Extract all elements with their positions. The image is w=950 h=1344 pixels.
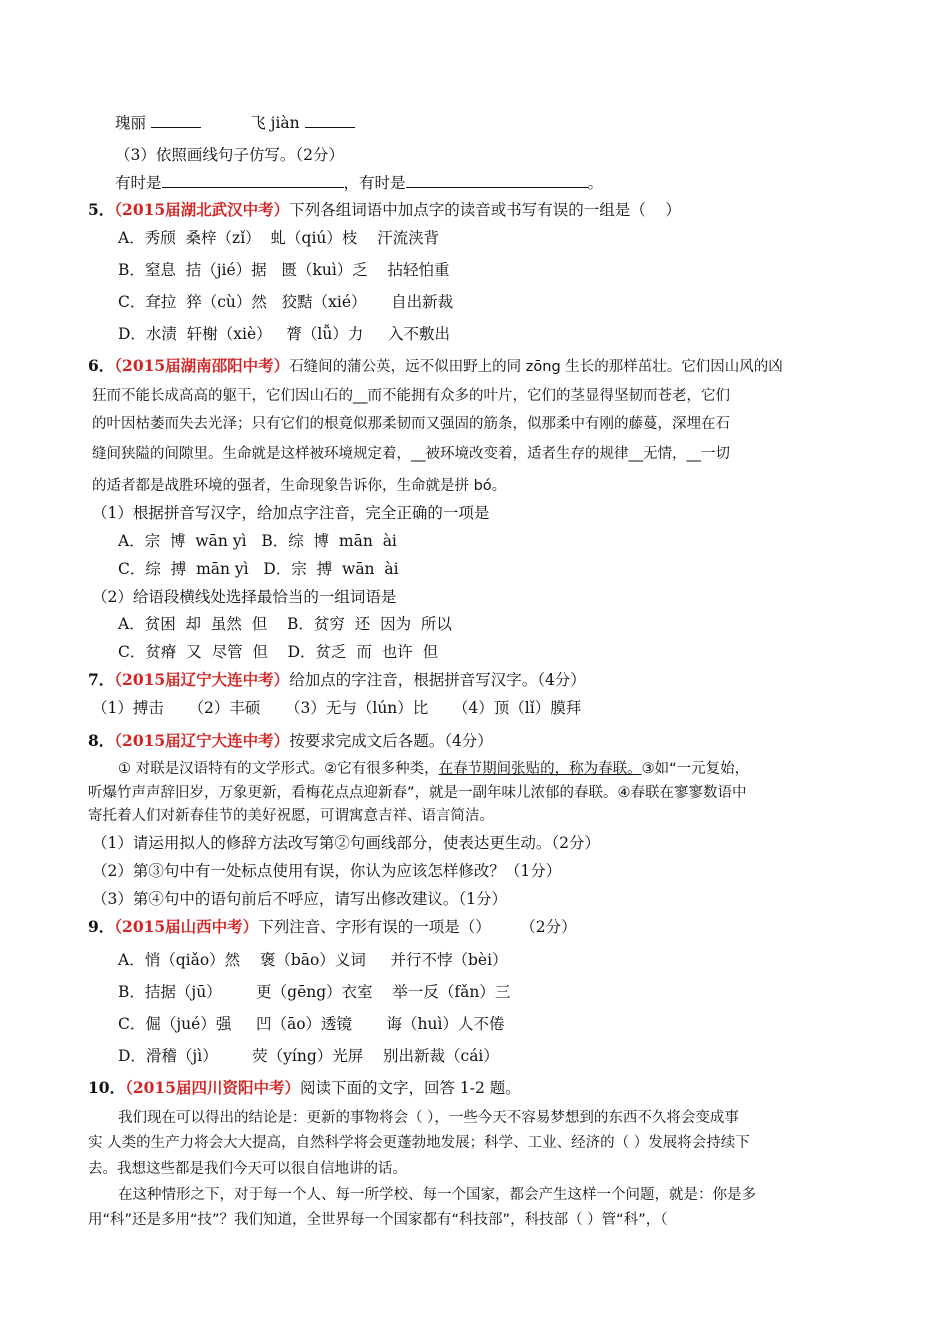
word-feijian: 飞 jiàn bbox=[200, 114, 305, 132]
passage-line: 缝间狭隘的间隙里。生命就是这样被环境规定着，__被环境改变着，适者生存的规律__无情，__一切 bbox=[92, 446, 730, 462]
question-number: 7． bbox=[88, 670, 115, 689]
passage-line: 石缝间的蒲公英，远不似田野上的同 zōng 生长的那样茁壮。它们因山风的凶 bbox=[289, 359, 783, 375]
question-stem: 按要求完成文后各题。（4分） bbox=[289, 732, 493, 750]
sub-question-1: （1）请运用拟人的修辞方法改写第②句画线部分，使表达更生动。（2分） bbox=[92, 834, 600, 852]
option-row: A．贫困 却 虽然 但 B．贫穷 还 因为 所以 bbox=[118, 615, 452, 633]
option-row: C．贫瘠 又 尽管 但 D．贫乏 而 也许 但 bbox=[118, 643, 439, 661]
imitation-line bbox=[115, 173, 603, 193]
answer-blank[interactable] bbox=[151, 113, 201, 128]
answer-blank[interactable] bbox=[305, 113, 355, 128]
question-number: 8． bbox=[88, 731, 115, 750]
option-c: C．耷拉 猝（cù）然 狡黠（xié） 自出新裁 bbox=[118, 293, 454, 311]
question-stem: 给加点的字注音，根据拼音写汉字。（4分） bbox=[289, 671, 586, 689]
option-a: A．悄（qiǎo）然 褒（bāo）义词 并行不悖（bèi） bbox=[118, 951, 508, 969]
sub-question-2: （2）给语段横线处选择最恰当的一组词语是 bbox=[92, 588, 397, 606]
question-number: 5． bbox=[88, 200, 115, 219]
option-row: A．宗 博 wān yì B．综 博 mān ài bbox=[118, 532, 397, 550]
question-stem: 下列各组词语中加点字的读音或书写有误的一组是（ ） bbox=[289, 201, 681, 219]
underlined-sentence: 在春节期间张贴的，称为春联。 bbox=[438, 761, 642, 777]
passage-line: 用“科”还是多用“技”？我们知道，全世界每一个国家都有“科技部”，科技部（ ）管“科”，（ bbox=[88, 1212, 668, 1228]
sub-question-2: （2）第③句中有一处标点使用有误，你认为应该怎样修改？（1分） bbox=[92, 862, 562, 880]
question-stem: 下列注音、字形有误的一项是（） （2分） bbox=[258, 918, 577, 936]
source-tag: （2015届辽宁大连中考） bbox=[114, 731, 290, 750]
question-5 bbox=[88, 200, 681, 220]
question-number: 9． bbox=[88, 917, 115, 936]
passage-line: 的叶因枯萎而失去光泽；只有它们的根竟似那柔韧而又强固的筋条，似那柔中有刚的藤蔓，深埋在石 bbox=[92, 416, 730, 432]
source-tag: （2015届湖北武汉中考） bbox=[114, 200, 290, 219]
sub-question-1: （1）根据拼音写汉字，给加点字注音，完全正确的一项是 bbox=[92, 504, 490, 522]
source-tag: （2015届四川资阳中考） bbox=[125, 1078, 300, 1097]
end-punct: 。 bbox=[587, 174, 604, 192]
question-number: 10． bbox=[88, 1078, 126, 1097]
sub-items: （1）搏击 （2）丰硕 （3）无与（lún）比 （4）顶（lǐ）膜拜 bbox=[92, 699, 582, 717]
passage-text: ① 对联是汉语特有的文学形式。②它有很多种类， bbox=[118, 761, 439, 777]
source-tag: （2015届湖南邵阳中考） bbox=[114, 356, 290, 375]
passage-line: 的适者都是战胜环境的强者，生命现象告诉你，生命就是拼 bó。 bbox=[92, 478, 507, 494]
option-d: D．滑稽（jì） 荧（yíng）光屏 别出新裁（cái） bbox=[118, 1047, 499, 1065]
passage-line: 实 人类的生产力将会大大提高，自然科学将会更蓬勃地发展；科学、工业、经济的（ ）发展将会持续下 bbox=[88, 1135, 750, 1151]
question-stem: 阅读下面的文字，回答 1-2 题。 bbox=[299, 1079, 521, 1097]
fill-blank-line bbox=[115, 113, 355, 133]
passage-line: 狂而不能长成高高的躯干，它们因山石的__而不能拥有众多的叶片，它们的茎显得坚韧而苍老，它们 bbox=[92, 388, 730, 404]
question-8 bbox=[88, 731, 493, 751]
middle-text: ，有时是 bbox=[343, 174, 406, 192]
passage-line: 寄托着人们对新春佳节的美好祝愿，可谓寓意吉祥、语言简洁。 bbox=[88, 808, 494, 824]
passage-line: 我们现在可以得出的结论是：更新的事物将会（ ），一些今天不容易梦想到的东西不久将会变成事 bbox=[118, 1110, 739, 1126]
source-tag: （2015届辽宁大连中考） bbox=[114, 670, 290, 689]
sub-question-3: （3）第④句中的语句前后不呼应，请写出修改建议。（1分） bbox=[92, 890, 507, 908]
question-9 bbox=[88, 917, 577, 937]
passage-line: 听爆竹声声辞旧岁，万象更新，看梅花点点迎新春”，就是一副年味儿浓郁的春联。④春联在寥寥数语中 bbox=[88, 785, 747, 801]
option-d: D．水渍 轩榭（xiè） 膂（lǚ）力 入不敷出 bbox=[118, 325, 451, 343]
prefix-text: 有时是 bbox=[115, 174, 162, 192]
option-row: C．综 搏 mān yì D．宗 搏 wān ài bbox=[118, 560, 399, 578]
question-10 bbox=[88, 1078, 521, 1098]
passage-text: ③如“一元复始， bbox=[641, 761, 750, 777]
option-b: B．拮据（jū） 更（gēng）衣室 举一反（fǎn）三 bbox=[118, 983, 511, 1001]
option-c: C．倔（jué）强 凹（āo）透镜 诲（huì）人不倦 bbox=[118, 1015, 505, 1033]
answer-blank[interactable] bbox=[406, 173, 588, 188]
answer-blank[interactable] bbox=[162, 173, 344, 188]
sub-question-3: （3）依照画线句子仿写。（2分） bbox=[115, 146, 344, 164]
question-6 bbox=[88, 356, 783, 377]
word-guili: 瑰丽 bbox=[115, 114, 151, 132]
passage-line: 去。我想这些都是我们今天可以很自信地讲的话。 bbox=[88, 1161, 407, 1177]
passage-line: 在这种情形之下，对于每一个人、每一所学校、每一个国家，都会产生这样一个问题，就是：你是多 bbox=[118, 1187, 756, 1203]
question-number: 6． bbox=[88, 356, 115, 375]
option-a: A．秀颀 桑梓（zǐ） 虬（qiú）枝 汗流浃背 bbox=[118, 229, 440, 247]
option-b: B．窒息 拮（jié）据 匮（kuì）乏 拈轻怕重 bbox=[118, 261, 450, 279]
question-7 bbox=[88, 670, 586, 690]
passage-line bbox=[118, 759, 749, 779]
source-tag: （2015届山西中考） bbox=[114, 917, 259, 936]
